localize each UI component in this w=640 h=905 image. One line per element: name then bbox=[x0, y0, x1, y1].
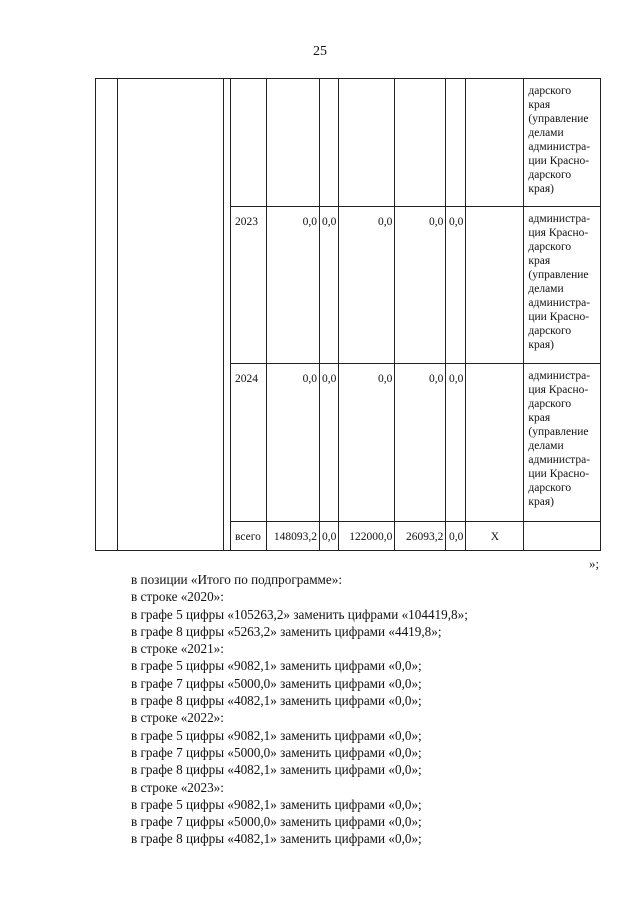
responsible-line: дарского bbox=[528, 241, 572, 253]
responsible-line: администра- bbox=[528, 454, 591, 466]
table-cell-responsible bbox=[524, 522, 601, 551]
table-cell-event bbox=[118, 79, 224, 551]
table-cell-source bbox=[224, 79, 231, 551]
responsible-line: ции Красно- bbox=[528, 155, 590, 167]
responsible-line: края bbox=[528, 255, 551, 267]
page-number: 25 bbox=[313, 44, 327, 59]
instruction-line: в графе 8 цифры «4082,1» заменить цифрами «0,0»; bbox=[131, 693, 422, 709]
table-cell-regional: 0,0 bbox=[339, 207, 395, 364]
instruction-line: в графе 5 цифры «9082,1» заменить цифрами «0,0»; bbox=[131, 658, 422, 674]
responsible-line: администра- bbox=[528, 213, 591, 225]
instruction-line: в графе 8 цифры «4082,1» заменить цифрами «0,0»; bbox=[131, 762, 422, 778]
table-cell-responsible bbox=[524, 364, 601, 522]
table-cell-offbudget bbox=[446, 79, 466, 207]
table-cell-status bbox=[466, 364, 524, 522]
responsible-line: дарского bbox=[528, 398, 572, 410]
table-cell-status bbox=[466, 79, 524, 207]
table-cell-total: 0,0 bbox=[267, 364, 320, 522]
responsible-line: края) bbox=[528, 496, 554, 508]
table-cell-local: 0,0 bbox=[395, 364, 446, 522]
responsible-line: ции Красно- bbox=[528, 468, 590, 480]
table-row-continued bbox=[96, 79, 601, 207]
responsible-line: ции Красно- bbox=[528, 311, 590, 323]
table-cell-year: всего bbox=[231, 522, 267, 551]
instruction-line: в строке «2023»: bbox=[131, 779, 224, 795]
responsible-line: дарского bbox=[528, 482, 572, 494]
table-cell-federal: 0,0 bbox=[320, 364, 339, 522]
instruction-line: в графе 7 цифры «5000,0» заменить цифрами «0,0»; bbox=[131, 814, 422, 830]
instruction-line: в графе 5 цифры «105263,2» заменить цифрами «104419,8»; bbox=[131, 606, 468, 622]
instruction-line: в позиции «Итого по подпрограмме»: bbox=[131, 572, 343, 587]
table-cell-offbudget: 0,0 bbox=[446, 364, 466, 522]
responsible-line: делами bbox=[528, 283, 564, 295]
budget-table bbox=[95, 78, 601, 551]
instruction-line: в графе 5 цифры «9082,1» заменить цифрами «0,0»; bbox=[131, 727, 422, 743]
responsible-line: администра- bbox=[528, 297, 591, 309]
instruction-line: в строке «2021»: bbox=[131, 641, 224, 657]
table-cell-regional: 0,0 bbox=[339, 364, 395, 522]
table-cell-total: 0,0 bbox=[267, 207, 320, 364]
responsible-line: края) bbox=[528, 339, 554, 351]
table-cell-status bbox=[466, 207, 524, 364]
table-cell-number bbox=[96, 79, 118, 551]
instruction-line: в графе 8 цифры «5263,2» заменить цифрами «4419,8»; bbox=[131, 623, 442, 639]
responsible-line: (управление bbox=[528, 426, 589, 438]
responsible-line: дарского bbox=[528, 85, 572, 97]
table-cell-offbudget: 0,0 bbox=[446, 207, 466, 364]
amendment-instructions bbox=[131, 571, 468, 848]
table-cell-year: 2024 bbox=[231, 364, 267, 522]
responsible-line: администра- bbox=[528, 141, 591, 153]
table-cell-offbudget: 0,0 bbox=[446, 522, 466, 551]
table-cell-total bbox=[267, 79, 320, 207]
table-cell-federal bbox=[320, 79, 339, 207]
instruction-line: в строке «2020»: bbox=[131, 589, 224, 605]
table-cell-local: 0,0 bbox=[395, 207, 446, 364]
responsible-line: делами bbox=[528, 127, 564, 139]
table-cell-federal: 0,0 bbox=[320, 207, 339, 364]
table-cell-federal: 0,0 bbox=[320, 522, 339, 551]
table-cell-year bbox=[231, 79, 267, 207]
table-cell-regional: 122000,0 bbox=[339, 522, 395, 551]
instruction-line: в графе 7 цифры «5000,0» заменить цифрами «0,0»; bbox=[131, 744, 422, 760]
table-cell-local: 26093,2 bbox=[395, 522, 446, 551]
instruction-line: в графе 8 цифры «4082,1» заменить цифрами «0,0»; bbox=[131, 831, 422, 847]
table-cell-responsible bbox=[524, 207, 601, 364]
table-cell-status: Х bbox=[466, 522, 524, 551]
responsible-line: дарского bbox=[528, 169, 572, 181]
table-cell-responsible bbox=[524, 79, 601, 207]
responsible-line: края bbox=[528, 412, 551, 424]
table-cell-regional bbox=[339, 79, 395, 207]
responsible-line: дарского bbox=[528, 325, 572, 337]
instruction-line: в графе 5 цифры «9082,1» заменить цифрами «0,0»; bbox=[131, 796, 422, 812]
responsible-line: (управление bbox=[528, 269, 589, 281]
table-cell-local bbox=[395, 79, 446, 207]
responsible-line: края bbox=[528, 99, 551, 111]
responsible-line: ция Красно- bbox=[528, 384, 589, 396]
responsible-line: (управление bbox=[528, 113, 589, 125]
closing-quote-mark: »; bbox=[589, 556, 600, 571]
responsible-line: делами bbox=[528, 440, 564, 452]
instruction-line: в строке «2022»: bbox=[131, 710, 224, 726]
table-cell-year: 2023 bbox=[231, 207, 267, 364]
instruction-line: в графе 7 цифры «5000,0» заменить цифрами «0,0»; bbox=[131, 675, 422, 691]
responsible-line: администра- bbox=[528, 370, 591, 382]
table-cell-total: 148093,2 bbox=[267, 522, 320, 551]
responsible-line: ция Красно- bbox=[528, 227, 589, 239]
responsible-line: края) bbox=[528, 183, 554, 195]
